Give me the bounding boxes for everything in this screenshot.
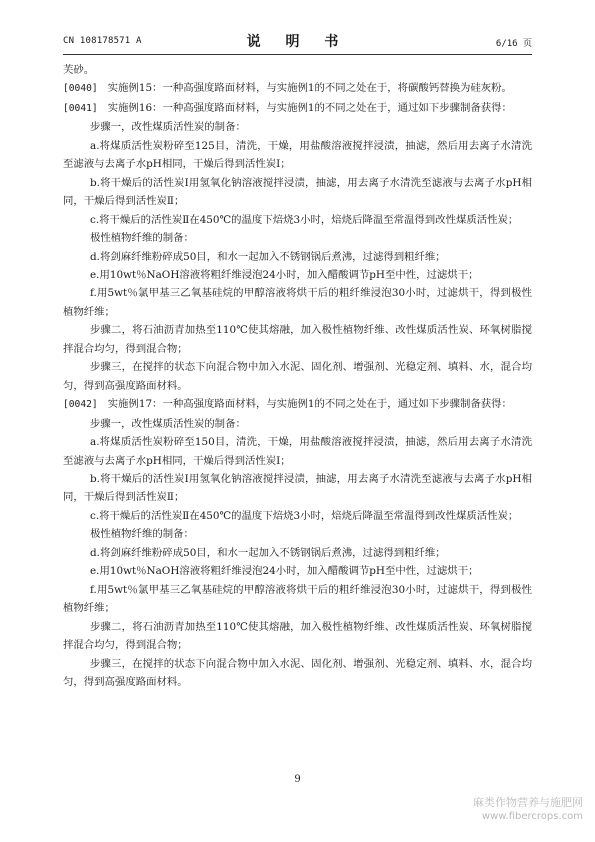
paragraph-text: b.将干燥后的活性炭Ⅰ用氢氧化钠溶液搅拌浸渍，抽滤，用去离子水清洗至滤液与去离子水pH相同，干燥后得到活性炭Ⅱ； xyxy=(63,472,532,504)
paragraph xyxy=(63,470,532,507)
paragraph xyxy=(63,284,532,321)
paragraph-text: c.将干燥后的活性炭Ⅱ在450℃的温度下焙烧3小时，焙烧后降温至常温得到改性煤质活性炭； xyxy=(90,213,519,226)
paragraph-text: a.将煤质活性炭粉碎至150目，清洗，干燥，用盐酸溶液搅拌浸渍，抽滤，然后用去离子水清洗至滤液与去离子水pH相同，干燥后得到活性炭Ⅰ； xyxy=(63,436,532,467)
page-number: 9 xyxy=(294,774,301,785)
paragraph-text: 步骤一，改性煤质活性炭的制备： xyxy=(90,417,246,430)
paragraph-text: e.用10wt％NaOH溶液将粗纤维浸泡24小时，加入醋酸调节pH至中性，过滤烘干； xyxy=(90,268,479,281)
paragraph-text: 步骤一，改性煤质活性炭的制备： xyxy=(90,121,246,134)
paragraph xyxy=(63,248,532,266)
paragraph xyxy=(63,79,532,98)
paragraph-text: 实施例15：一种高强度路面材料，与实施例1的不同之处在于，将碳酸钙替换为硅灰粉。 xyxy=(107,82,512,95)
paragraph-text: f.用5wt％氯甲基三乙氧基硅烷的甲醇溶液将烘干后的粗纤维浸泡30小时，过滤烘干，得到极性植物纤维； xyxy=(63,287,532,318)
paragraph-text: 步骤二，将石油沥青加热至110℃使其熔融，加入极性植物纤维、改性煤质活性炭、环氧树脂搅拌混合均匀，得到混合物； xyxy=(63,620,532,652)
page-header xyxy=(63,30,532,52)
paragraph xyxy=(63,118,532,136)
paragraph-text: 极性植物纤维的制备： xyxy=(90,232,194,245)
paragraph xyxy=(63,229,532,247)
paragraph-text: c.将干燥后的活性炭Ⅱ在450℃的温度下焙烧3小时，焙烧后降温至常温得到改性煤质活性炭； xyxy=(90,509,519,522)
paragraph xyxy=(63,395,532,414)
paragraph xyxy=(63,618,532,655)
paragraph xyxy=(63,99,532,118)
paragraph xyxy=(63,581,532,618)
paragraph-text: 实施例16：一种高强度路面材料，与实施例1的不同之处在于，通过如下步骤制备获得： xyxy=(107,101,512,114)
paragraph xyxy=(63,507,532,525)
document-title: 说 明 书 xyxy=(246,34,349,50)
paragraph xyxy=(63,321,532,358)
paragraph xyxy=(63,211,532,229)
paragraph-text: 实施例17：一种高强度路面材料，与实施例1的不同之处在于，通过如下步骤制备获得： xyxy=(107,398,512,411)
paragraph-text: a.将煤质活性炭粉碎至125目，清洗，干燥，用盐酸溶液搅拌浸渍，抽滤，然后用去离子水清洗至滤液与去离子水pH相同，干燥后得到活性炭Ⅰ； xyxy=(63,139,532,171)
watermark-site-name: 麻类作物营养与施肥网 xyxy=(473,796,583,809)
paragraph-text: b.将干燥后的活性炭Ⅰ用氢氧化钠溶液搅拌浸渍，抽滤，用去离子水清洗至滤液与去离子水pH相同，干燥后得到活性炭Ⅱ； xyxy=(63,176,532,208)
paragraph xyxy=(63,525,532,543)
page-indicator: 6/16 页 xyxy=(495,39,532,49)
watermark xyxy=(473,796,583,824)
patent-number: CN 108178571 A xyxy=(63,36,142,46)
paragraph-text: d.将剑麻纤维粉碎成50目，和水一起加入不锈钢锅后煮沸，过滤得到粗纤维； xyxy=(90,546,446,559)
paragraph-text: 极性植物纤维的制备： xyxy=(90,528,194,541)
paragraph-number: [0041] xyxy=(63,102,98,114)
paragraph-text: e.用10wt％NaOH溶液将粗纤维浸泡24小时，加入醋酸调节pH至中性，过滤烘干； xyxy=(90,565,479,578)
document-body xyxy=(63,61,532,691)
paragraph-number: [0040] xyxy=(63,83,98,95)
paragraph-text: 芙砂。 xyxy=(63,64,95,76)
paragraph xyxy=(63,433,532,470)
paragraph xyxy=(63,266,532,284)
paragraph-text: 步骤三，在搅拌的状态下向混合物中加入水泥、固化剂、增强剂、光稳定剂、填料、水，混合均匀，得到高强度路面材料。 xyxy=(63,361,532,392)
paragraph-text: 步骤二，将石油沥青加热至110℃使其熔融，加入极性植物纤维、改性煤质活性炭、环氧树脂搅拌混合均匀，得到混合物； xyxy=(63,324,532,355)
paragraph xyxy=(63,137,532,174)
paragraph-text: d.将剑麻纤维粉碎成50目，和水一起加入不锈钢锅后煮沸，过滤得到粗纤维； xyxy=(90,250,446,263)
paragraph-text: f.用5wt％氯甲基三乙氧基硅烷的甲醇溶液将烘干后的粗纤维浸泡30小时，过滤烘干，得到极性植物纤维； xyxy=(63,583,532,615)
paragraph xyxy=(63,174,532,211)
paragraph xyxy=(63,655,532,692)
paragraph xyxy=(63,562,532,580)
paragraph xyxy=(63,415,532,433)
paragraph xyxy=(63,61,532,79)
header-divider xyxy=(63,54,532,55)
paragraph-text: 步骤三，在搅拌的状态下向混合物中加入水泥、固化剂、增强剂、光稳定剂、填料、水，混合均匀，得到高强度路面材料。 xyxy=(63,657,532,688)
paragraph xyxy=(63,358,532,395)
watermark-url: www.fibercrops.com xyxy=(481,811,583,822)
paragraph-number: [0042] xyxy=(63,399,98,411)
paragraph xyxy=(63,544,532,562)
